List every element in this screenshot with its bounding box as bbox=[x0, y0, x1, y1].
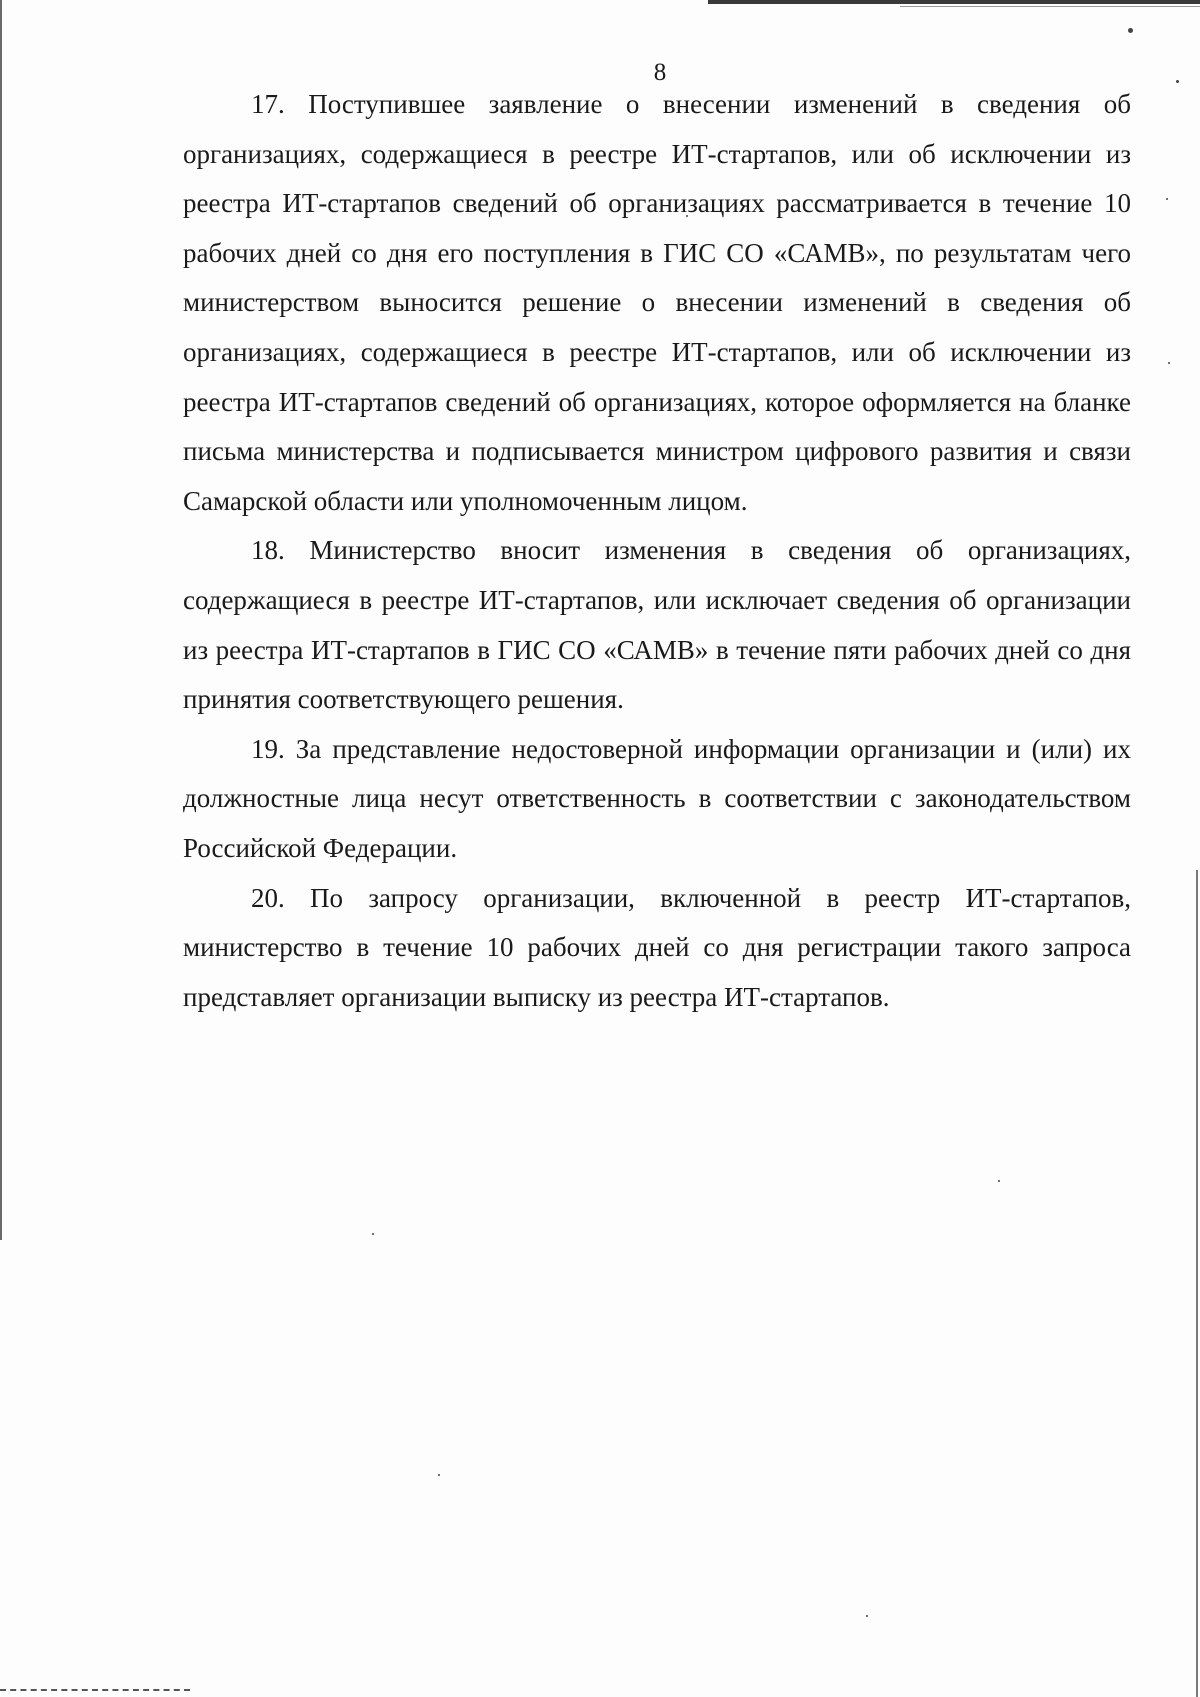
scan-speck bbox=[1166, 198, 1168, 200]
scan-speck bbox=[866, 1615, 868, 1617]
scan-speck bbox=[1168, 362, 1170, 364]
paragraph-17: 17. Поступившее заявление о внесении изменений в сведения об организациях, содержащиеся в реестре ИТ-стартапов, или об исключении из реестра ИТ-стартапов сведений об организациях рассматривается в течение 10 рабочих дней со дня его поступления в ГИС СО «САМВ», по результатам чего министерством выносится решение о внесении изменений в сведения об организациях, содержащиеся в реестре ИТ-стартапов, или об исключении из реестра ИТ-стартапов сведений об организациях, которое оформляется на бланке письма министерства и подписывается министром цифрового развития и связи Самарской области или уполномоченным лицом. bbox=[183, 89, 1131, 516]
scan-edge-left bbox=[0, 0, 2, 1240]
scan-speck bbox=[372, 1233, 374, 1235]
paragraph-19: 19. За представление недостоверной информации организации и (или) их должностные лица несут ответственность в соответствии с законодательством Российской Федерации. bbox=[183, 733, 1131, 863]
page-number: 8 bbox=[653, 59, 667, 86]
scan-edge-bottom bbox=[0, 1689, 190, 1691]
scan-edge-top bbox=[708, 0, 1200, 4]
document-body bbox=[183, 80, 1131, 1022]
scan-speck bbox=[998, 1180, 1000, 1182]
scan-edge-top-thin bbox=[900, 6, 1200, 7]
paragraph-20: 20. По запросу организации, включенной в реестр ИТ-стартапов, министерство в течение 10 рабочих дней со дня регистрации такого запроса представляет организации выписку из реестра ИТ-стартапов. bbox=[183, 882, 1131, 1012]
scan-speck bbox=[1128, 28, 1133, 33]
paragraph-18: 18. Министерство вносит изменения в сведения об организациях, содержащиеся в реестре ИТ-стартапов, или исключает сведения об организации из реестра ИТ-стартапов в ГИС СО «САМВ» в течение пяти рабочих дней со дня принятия соответствующего решения. bbox=[183, 535, 1131, 715]
scan-speck bbox=[438, 1474, 440, 1476]
scan-edge-right bbox=[1196, 870, 1198, 1697]
